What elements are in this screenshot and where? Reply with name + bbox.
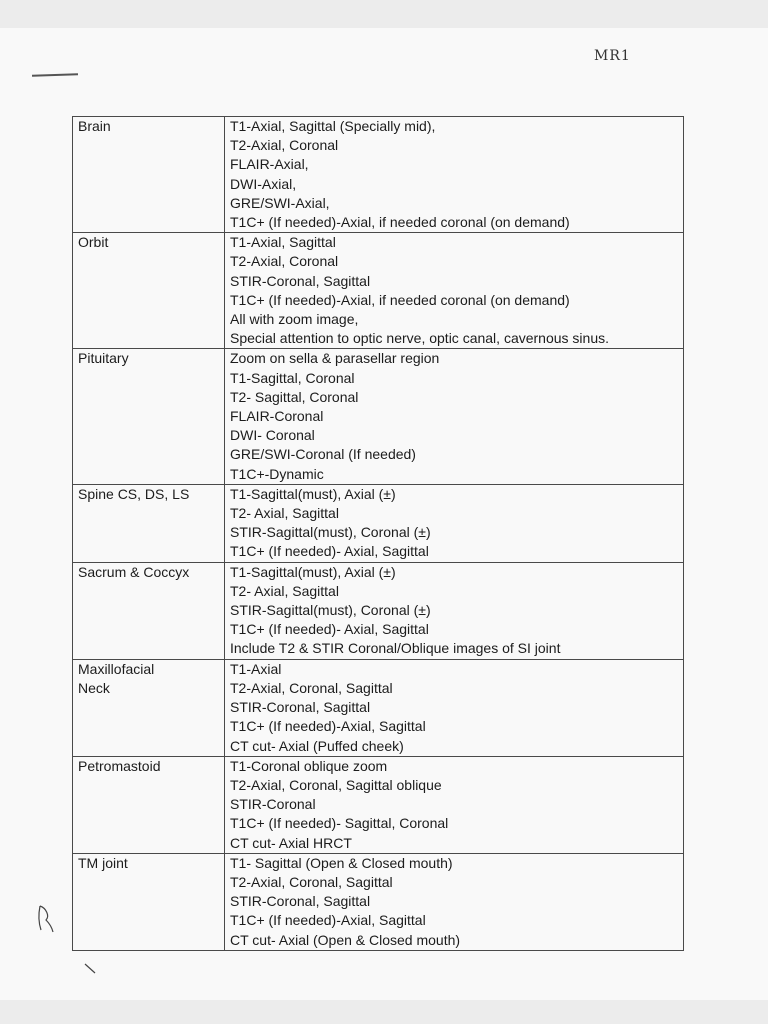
sequence-line: T1C+ (If needed)- Axial, Sagittal [230, 621, 429, 638]
sequence-line: GRE/SWI-Axial, [230, 194, 330, 211]
table-row [73, 233, 684, 349]
region-label: TM joint [78, 854, 128, 871]
table-row [73, 117, 684, 233]
sequence-line: FLAIR-Coronal [230, 408, 324, 425]
sequence-line: STIR-Sagittal(must), Coronal (±) [230, 524, 431, 541]
handwritten-scribble-mark [36, 902, 56, 934]
sequence-line: STIR-Coronal, Sagittal [230, 893, 371, 910]
sequence-line: T2- Axial, Sagittal [230, 582, 339, 599]
sequence-line: T1-Axial, Sagittal [230, 234, 336, 251]
sequence-line: T1C+ (If needed)-Axial, if needed coronal (on demand) [230, 291, 570, 308]
sequence-cell [225, 117, 684, 233]
sequence-line: T1-Sagittal(must), Axial (±) [230, 485, 396, 502]
table-row [73, 484, 684, 562]
region-label: Petromastoid [78, 757, 161, 774]
sequence-cell [225, 484, 684, 562]
sequence-line: STIR-Sagittal(must), Coronal (±) [230, 602, 431, 619]
sequence-line: T2- Sagittal, Coronal [230, 388, 359, 405]
region-label: Brain [78, 118, 111, 134]
region-label: Pituitary [78, 350, 129, 367]
sequence-line: Include T2 & STIR Coronal/Oblique images of SI joint [230, 640, 561, 657]
sequence-line: DWI-Axial, [230, 175, 297, 192]
sequence-line: T1-Sagittal(must), Axial (±) [230, 563, 396, 580]
sequence-line: GRE/SWI-Coronal (If needed) [230, 446, 416, 463]
sequence-cell [225, 659, 684, 756]
sequence-line: STIR-Coronal, Sagittal [230, 272, 371, 289]
region-label: Orbit [78, 234, 109, 251]
sequence-line: T1C+-Dynamic [230, 465, 324, 482]
sequence-line: T2-Axial, Coronal, Sagittal [230, 873, 393, 890]
table-row [73, 756, 684, 853]
region-label: Neck [78, 679, 110, 696]
sequence-line: STIR-Coronal, Sagittal [230, 699, 371, 716]
sequence-line: Zoom on sella & parasellar region [230, 350, 440, 367]
sequence-line: CT cut- Axial (Puffed cheek) [230, 737, 404, 754]
sequence-line: T2-Axial, Coronal, Sagittal [230, 679, 393, 696]
region-cell [73, 233, 225, 349]
sequence-line: Special attention to optic nerve, optic canal, cavernous sinus. [230, 330, 609, 347]
region-cell [73, 562, 225, 659]
table-row [73, 659, 684, 756]
region-cell [73, 659, 225, 756]
region-cell [73, 349, 225, 484]
region-cell [73, 117, 225, 233]
sequence-line: CT cut- Axial HRCT [230, 834, 352, 851]
sequence-line: DWI- Coronal [230, 427, 315, 444]
table-row [73, 562, 684, 659]
region-cell [73, 484, 225, 562]
sequence-line: T1-Sagittal, Coronal [230, 369, 355, 386]
sequence-cell [225, 562, 684, 659]
sequence-line: FLAIR-Axial, [230, 156, 309, 173]
sequence-cell [225, 349, 684, 484]
sequence-line: T2-Axial, Coronal [230, 253, 339, 270]
sequence-line: T2- Axial, Sagittal [230, 505, 339, 522]
sequence-line: All with zoom image, [230, 311, 359, 328]
sequence-line: T1-Coronal oblique zoom [230, 757, 388, 774]
sequence-line: STIR-Coronal [230, 796, 316, 813]
region-label: Sacrum & Coccyx [78, 563, 190, 580]
table-row [73, 853, 684, 950]
sequence-line: T1C+ (If needed)- Axial, Sagittal [230, 543, 429, 560]
handwritten-header-mark: MR1 [594, 48, 631, 64]
sequence-line: T1C+ (If needed)-Axial, if needed coronal (on demand) [230, 214, 570, 231]
sequence-cell [225, 853, 684, 950]
sequence-line: T2-Axial, Coronal [230, 137, 339, 154]
sequence-line: T1C+ (If needed)- Sagittal, Coronal [230, 815, 449, 832]
sequence-line: T1C+ (If needed)-Axial, Sagittal [230, 718, 426, 735]
sequence-cell [225, 233, 684, 349]
protocol-table-body [73, 117, 684, 951]
region-cell [73, 756, 225, 853]
region-cell [73, 853, 225, 950]
sequence-cell [225, 756, 684, 853]
sequence-line: T2-Axial, Coronal, Sagittal oblique [230, 776, 442, 793]
mri-protocol-table [72, 116, 684, 951]
sequence-line: T1C+ (If needed)-Axial, Sagittal [230, 912, 426, 929]
sequence-line: T1-Axial, Sagittal (Specially mid), [230, 118, 436, 134]
handwritten-tick-mark [84, 962, 98, 976]
region-label: Spine CS, DS, LS [78, 485, 190, 502]
sequence-line: T1- Sagittal (Open & Closed mouth) [230, 854, 453, 871]
table-row [73, 349, 684, 484]
sequence-line: T1-Axial [230, 660, 282, 677]
sequence-line: CT cut- Axial (Open & Closed mouth) [230, 931, 461, 948]
region-label: Maxillofacial [78, 660, 155, 677]
